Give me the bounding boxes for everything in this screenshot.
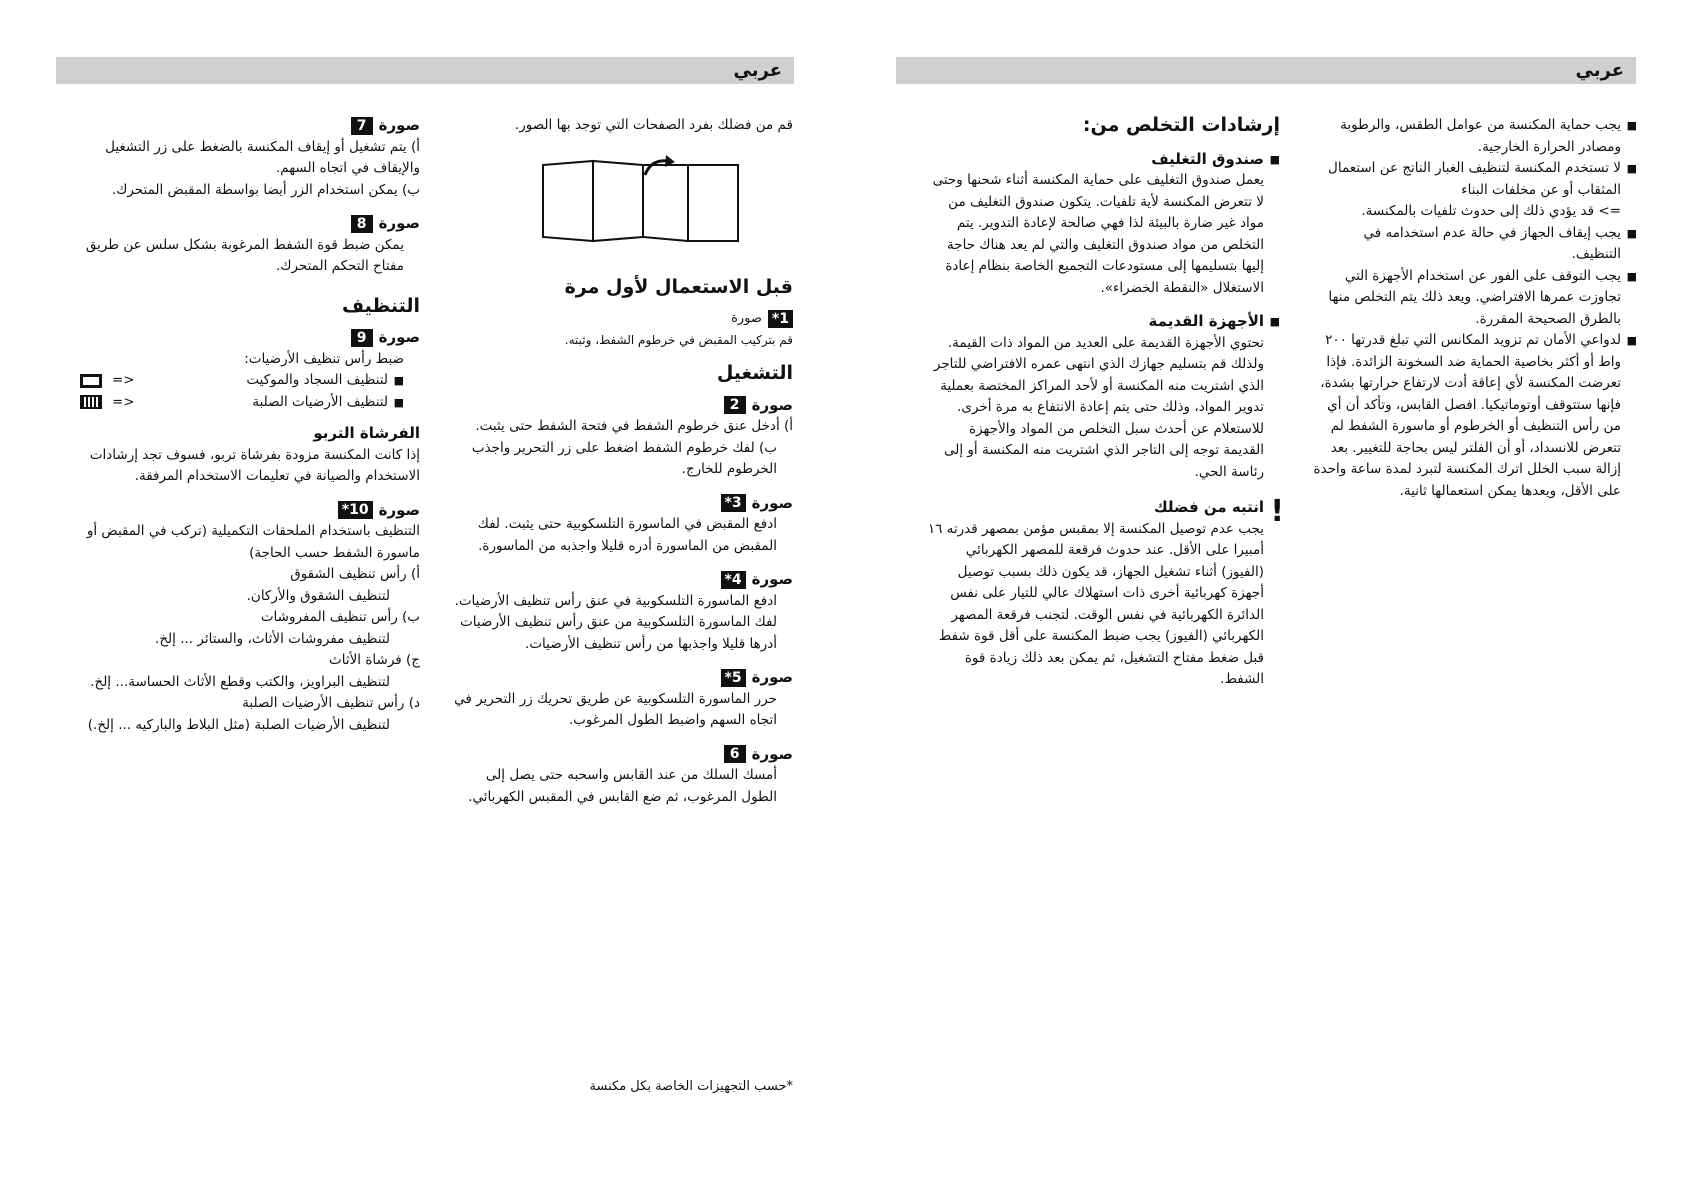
crevice-tool-use: لتنظيف الشقوق والأركان. [246,587,390,604]
figure-10-label: صورة [378,500,420,519]
bullet-overheat: ■ لدواعي الأمان تم تزويد المكانس التي تبلغ قدرتها ٢٠٠ واط أو أكثر بخاصية الحماية ضد السخونة الزائدة. فإذا تعرضت المكنسة لأي إعاقة أدت لارتفاع حرارتها بشدة، فإنها ستتوقف أوتوماتيكيا. افصل القابس، وتأكد أن أي من رأس التنظيف أو الخرطوم أو ماسورة الشفط لم تتعرض للانسداد، أو أن الفلتر ليس بحاجة للتغيير. بعد إزالة سبب الخلل اترك المكنسة لتبرد لمدة ساعة واحدة على الأقل، ويعدها يمكن استعمالها ثانية. [1312,330,1637,502]
figure-9-intro: ضبط رأس تنظيف الأرضيات: [244,350,404,367]
upholstery-tool-use: لتنظيف مفروشات الأثاث، والستائر ... إلخ. [155,630,390,647]
figure-9-number: 9 [351,329,373,347]
warning-block [925,494,1284,691]
figure-10-intro: التنظيف باستخدام الملحقات التكميلية (تركب في المقبض أو ماسورة الشفط حسب الحاجة) [86,523,420,561]
figure-7-text-a: أ) يتم تشغيل أو إيقاف المكنسة بالضغط على زر التشغيل والإيقاف في اتجاه السهم. [105,138,420,176]
cleaning-title: التنظيف [341,294,420,317]
figure-4-text: ادفع الماسورة التلسكوبية في عنق رأس تنظيف الأرضيات. لفك الماسورة التلسكوبية من عنق رأس تنظيف الأرضيات أدرها قليلا واجذبها من رأس تنظيف الأرضيات. [454,592,777,652]
furniture-brush: ج) فرشاة الأثاث [329,652,420,668]
turbo-brush-text: إذا كانت المكنسة مزودة بفرشاة تربو، فسوف تجد إرشادات الاستخدام والصيانة في تعليمات الاستخدام المرفقة. [89,446,420,484]
hard-floor-setting-label: ■ لتنظيف الأرضيات الصلبة [252,392,404,414]
unfold-pages-illustration [448,145,793,255]
figure-5-number: 5* [721,669,746,687]
old-appliances-text-1: تحتوي الأجهزة القديمة على العديد من المواد ذات القيمة. [947,334,1264,351]
figure-9-label: صورة [378,328,420,346]
figure-2-number: 2 [724,396,746,414]
figure-3-number: 3* [721,494,746,512]
warning-text: يجب عدم توصيل المكنسة إلا بمقبس مؤمن بمصهر قدرته ١٦ أمبيرا على الأقل. عند حدوث فرقعة للمصهر الكهربائي (الفيوز) أثناء تشغيل الجهاز، قد يكون ذلك بسبب توصيل أجهزة كهربائية أخرى ذات استهلاك عالي للتيار على نفس الدائرة الكهربائية في نفس الوقت. لتجنب فرقعة المصهر الكهربائي (الفيوز) يجب ضبط المكنسة على أقل قوة شفط قبل ضغط مفتاح التشغيل، ثم يمكن بعد ذلك زيادة قوة الشفط. [927,520,1264,687]
figure-8-number: 8 [351,215,373,233]
carpet-mode-icon [80,374,102,388]
hard-floor-tool: د) رأس تنظيف الأرضيات الصلبة [242,695,420,711]
figure-2-text-b: ب) لفك خرطوم الشفط اضغط على زر التحرير واجذب الخرطوم للخارج. [471,439,777,477]
bullet-dust-note: => قد يؤدي ذلك إلى حدوث تلفيات بالمكنسة. [1361,203,1621,219]
figure-8-label: صورة [378,214,420,232]
figure-6-number: 6 [724,745,746,763]
language-label-right: عربي [1575,60,1624,81]
figure-9-heading [80,327,420,349]
figure-1-label: صورة [731,311,762,326]
old-appliances-title: ■ الأجهزة القديمة [925,311,1280,333]
old-appliances-text-2: ولذلك قم بتسليم جهازك الذي انتهى عمره الافتراضي للتاجر الذي اشتريت منه المكنسة أو لأحد المراكز المختصة بعملية تدوير المواد، وذلك حتى يتم إعادة الانتفاع به مرة أخرى. [933,356,1264,415]
hard-floor-setting-symbol [80,392,135,414]
footnote: *حسب التجهيزات الخاصة بكل مكنسة [589,1079,793,1094]
figure-6-heading [448,744,793,766]
packaging-text: يعمل صندوق التغليف على حماية المكنسة أثناء شحنها وحتى لا تتعرض المكنسة لأية تلفيات. يتكون صندوق التغليف من مواد غير ضارة بالبيئة لذا فهي صالحة لإعادة التدوير. يتم التخلص من مواد صندوق التغليف والتي لم يعد هناك حاجة إليها بتسليمها إلى مستودعات التجميع الخاصة بنظام إعادة الاستغلال «النقطة الخضراء». [932,172,1264,296]
figure-6-text: أمسك السلك من عند القابس واسحبه حتى يصل إلى الطول المرغوب، ثم ضع القابس في المقبس الكهربائي. [468,767,777,805]
disposal-column [925,114,1284,691]
figure-8-text: يمكن ضبط قوة الشفط المرغوبة بشكل سلس عن طريق مفتاح التحكم المتحرك. [85,236,404,274]
upholstery-tool: ب) رأس تنظيف المفروشات [260,609,420,625]
figure-5-label: صورة [751,668,793,686]
carpet-setting-symbol [80,370,135,392]
figure-7-heading [80,115,420,137]
carpet-arrow: => [112,372,135,388]
header-bar-left [56,57,794,84]
setup-column [448,115,793,808]
figure-1-heading [448,308,793,330]
figure-4-heading [448,569,793,591]
figure-10-heading [80,500,420,522]
figure-3-label: صورة [751,493,793,512]
figure-10-number: 10* [338,501,373,519]
figure-5-heading [448,667,793,689]
floor-setting-carpet [80,370,420,392]
hard-floor-tool-use: لتنظيف الأرضيات الصلبة (مثل البلاط والباركيه ... إلخ.) [87,716,390,733]
figure-6-label: صورة [751,744,793,763]
language-label-left: عربي [733,60,782,81]
figure-7-label: صورة [378,116,420,134]
figure-8-heading [80,213,420,235]
figure-2-heading [448,395,793,417]
figure-7-number: 7 [351,117,373,135]
bullet-dust: ■ لا تستخدم المكنسة لتنظيف الغبار الناتج عن استعمال المثقاب أو عن مخلفات البناء [1312,158,1637,201]
figure-2-text-a: أ) أدخل عنق خرطوم الشفط في فتحة الشفط حتى يثبت. [475,418,793,434]
unfold-intro: قم من فضلك بفرد الصفحات التي توجد بها الصور. [514,117,793,133]
furniture-brush-use: لتنظيف البراويز، والكتب وقطع الأثاث الحساسة... إلخ. [90,673,390,690]
folded-pages-icon [533,155,753,245]
crevice-tool: أ) رأس تنظيف الشقوق [290,566,420,582]
disposal-title: إرشادات التخلص من: [1082,114,1280,136]
figure-2-label: صورة [751,395,793,414]
hard-floor-mode-icon [80,395,102,409]
figure-4-number: 4* [721,571,746,589]
hard-floor-arrow: => [112,393,135,410]
turbo-brush-title: الفرشاة التربو [313,424,420,442]
figure-3-text: ادفع المقبض في الماسورة التلسكوبية حتى يثبت. لفك المقبض من الماسورة أدره قليلا واجذبه من الماسورة. [477,516,777,554]
figure-1-number: 1* [768,310,793,328]
header-bar-right [896,57,1636,84]
packaging-title: ■ صندوق التغليف [925,149,1280,171]
operation-title: التشغيل [716,362,793,384]
figure-7-text-b: ب) يمكن استخدام الزر أيضا بواسطة المقبض المتحرك. [111,181,420,198]
bullet-weather: ■ يجب حماية المكنسة من عوامل الطقس، والرطوبة ومصادر الحرارة الخارجية. [1312,115,1637,158]
floor-setting-hard [80,392,420,414]
old-appliances-text-3: للاستعلام عن أحدث سبل التخلص من المواد والأجهزة القديمة توجه إلى التاجر الذي اشتريت منه المكنسة أو إلى رئاسة الحي. [944,420,1264,480]
warning-title: انتبه من فضلك [1153,498,1264,516]
warning-icon: ! [1270,494,1284,529]
bullet-end-of-life: ■ يجب التوقف على الفور عن استخدام الأجهزة التي تجاوزت عمرها الافتراضي. ويعد ذلك يتم التخلص منها بالطرق الصحيحة المقررة. [1312,266,1637,331]
bullet-switch-off: ■ يجب إيقاف الجهاز في حالة عدم استخدامه في التنظيف. [1312,223,1637,266]
figure-5-text: حرر الماسورة التلسكوبية عن طريق تحريك زر التحرير في اتجاه السهم واضبط الطول المرغوب. [454,690,777,728]
cleaning-column [80,115,420,736]
carpet-setting-label: ■ لتنظيف السجاد والموكيت [246,370,404,392]
figure-3-heading [448,493,793,515]
before-first-use-title: قبل الاستعمال لأول مرة [564,275,793,298]
figure-1-text: قم بتركيب المقبض في خرطوم الشفط، وثبته. [564,332,793,347]
figure-4-label: صورة [751,570,793,588]
safety-column [1312,115,1637,502]
